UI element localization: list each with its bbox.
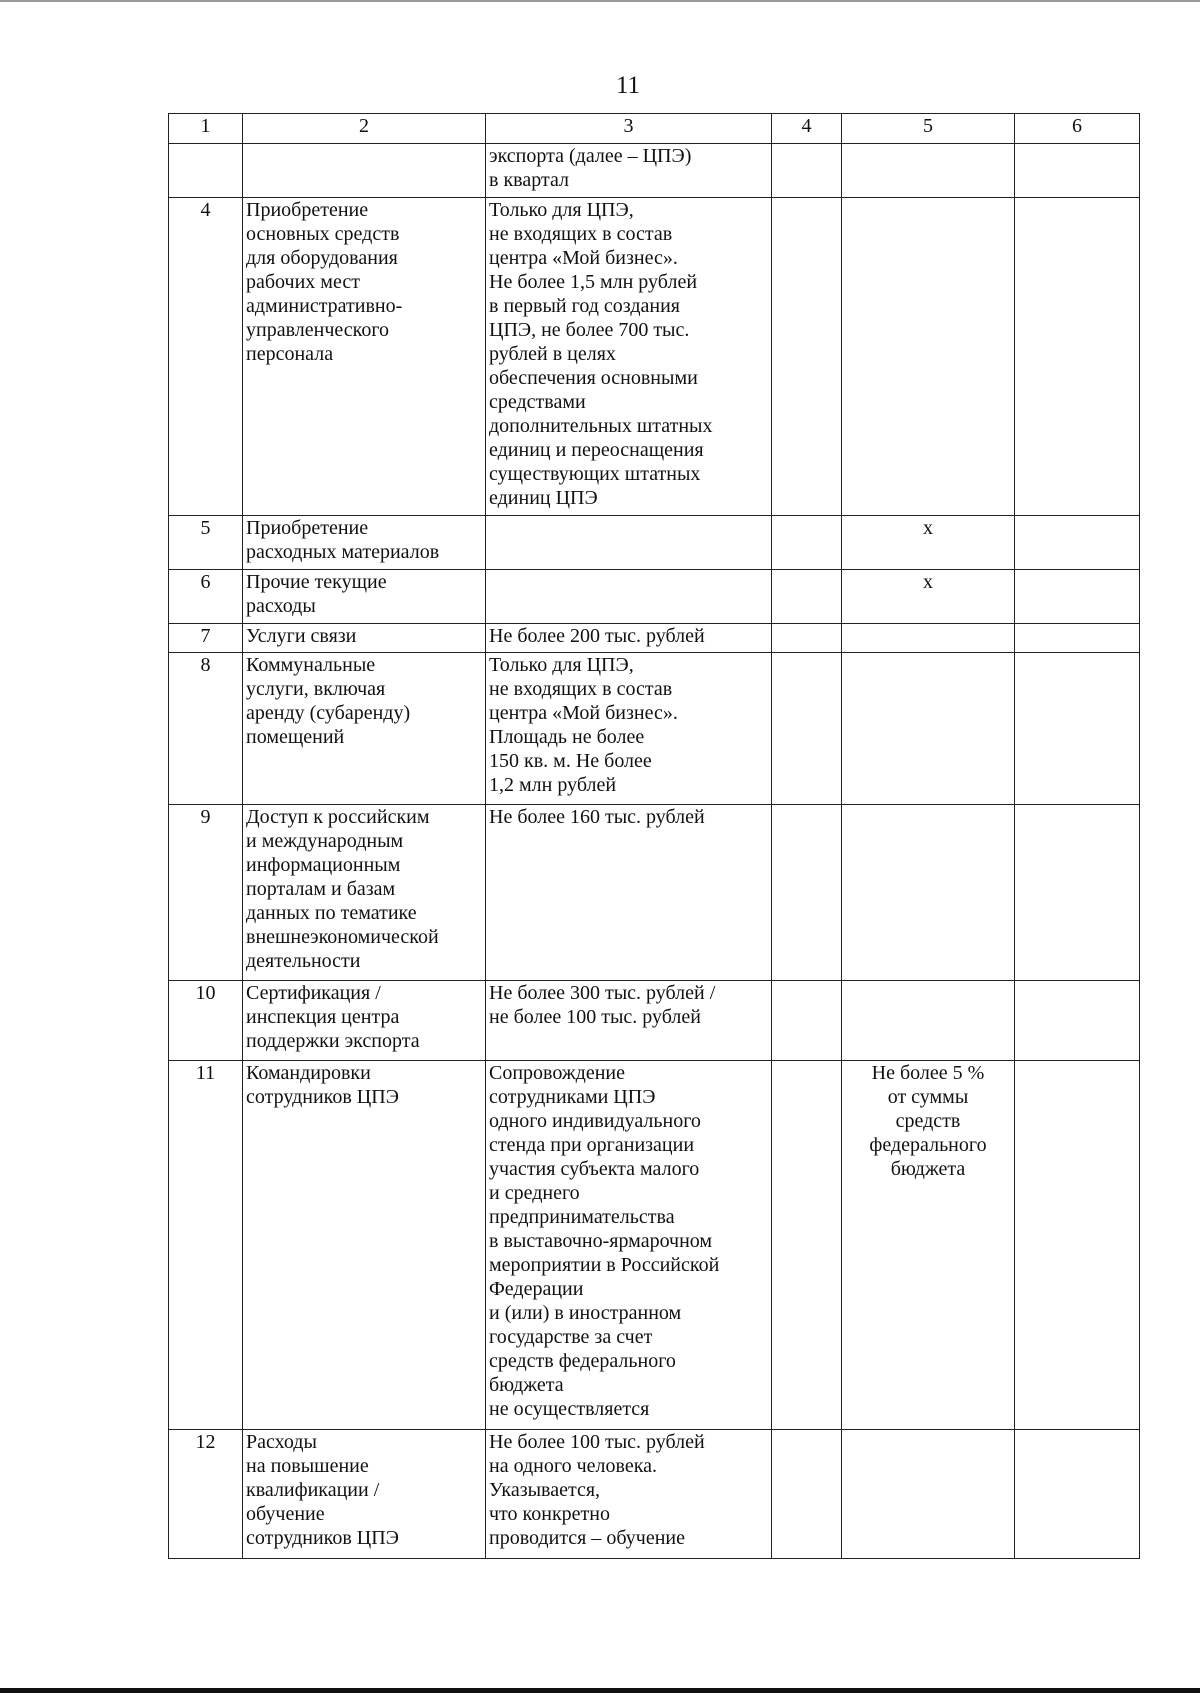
cell-text-line: Командировки xyxy=(246,1062,371,1084)
table-cell xyxy=(486,198,772,516)
cell-text-line: центра «Мой бизнес». xyxy=(489,247,678,269)
table-cell xyxy=(772,198,842,516)
cell-text-line: стенда при организации xyxy=(489,1134,695,1156)
page-number: 11 xyxy=(615,72,641,99)
cell-text-line: Не более 200 тыс. рублей xyxy=(489,625,705,647)
cell-text-line: Только для ЦПЭ, xyxy=(489,199,634,221)
cell-text-line: помещений xyxy=(246,726,345,748)
cell-text-line: единиц ЦПЭ xyxy=(489,487,598,509)
table-cell xyxy=(243,981,486,1061)
cell-text-line: сотрудников ЦПЭ xyxy=(246,1527,399,1549)
table-cell xyxy=(486,624,772,653)
table-cell xyxy=(772,1430,842,1559)
table-cell xyxy=(772,981,842,1061)
cell-text-line: Прочие текущие xyxy=(246,571,387,593)
table-cell: 4 xyxy=(169,198,243,516)
cell-text-line: средствами xyxy=(489,391,586,413)
cell-text-line: бюджета xyxy=(890,1158,966,1180)
cell-text-line: в выставочно-ярмарочном xyxy=(489,1230,713,1252)
cell-text-line: Расходы xyxy=(246,1431,317,1453)
cell-text-line: административно- xyxy=(246,295,403,317)
cell-text-line: Не более 100 тыс. рублей xyxy=(489,1431,705,1453)
table-row xyxy=(169,981,1140,1061)
table-cell xyxy=(243,1430,486,1559)
table-cell xyxy=(772,624,842,653)
cell-text-line: Указывается, xyxy=(489,1479,601,1501)
table-cell xyxy=(243,1061,486,1430)
column-number: 3 xyxy=(486,114,772,144)
cell-text-line: и среднего xyxy=(489,1182,580,1204)
cell-text-line: управленческого xyxy=(246,319,390,341)
expense-table xyxy=(168,113,1140,1559)
table-cell xyxy=(842,1430,1015,1559)
table-cell: 9 xyxy=(169,805,243,981)
cell-text-line: персонала xyxy=(246,343,334,365)
cell-text-line: Коммунальные xyxy=(246,654,376,676)
cell-text-line: аренду (субаренду) xyxy=(246,702,411,724)
cell-text-line: бюджета xyxy=(489,1374,564,1396)
table-cell: 8 xyxy=(169,653,243,805)
table-cell xyxy=(772,516,842,570)
table-cell xyxy=(1015,981,1140,1061)
table-row xyxy=(169,653,1140,805)
cell-text-line: информационным xyxy=(246,854,401,876)
table-cell xyxy=(842,198,1015,516)
table-cell xyxy=(486,144,772,198)
cell-text-line: единиц и переоснащения xyxy=(489,439,704,461)
table-row xyxy=(169,570,1140,624)
table-cell: 5 xyxy=(169,516,243,570)
table-cell: 12 xyxy=(169,1430,243,1559)
table-cell xyxy=(772,805,842,981)
cell-text-line: сотрудниками ЦПЭ xyxy=(489,1086,656,1108)
table-cell: 10 xyxy=(169,981,243,1061)
table-cell xyxy=(486,516,772,570)
cell-text-line: Сопровождение xyxy=(489,1062,626,1084)
column-number: 5 xyxy=(842,114,1015,144)
cell-text-line: рабочих мест xyxy=(246,271,360,293)
table-cell xyxy=(243,144,486,198)
cell-text-line: квалификации / xyxy=(246,1479,380,1501)
cell-text-line: на повышение xyxy=(246,1455,369,1477)
cell-text-line: порталам и базам xyxy=(246,878,396,900)
table-row xyxy=(169,144,1140,198)
table-cell xyxy=(772,570,842,624)
table-row xyxy=(169,516,1140,570)
table-cell: 6 xyxy=(169,570,243,624)
table-cell xyxy=(486,805,772,981)
cell-text-line: участия субъекта малого xyxy=(489,1158,700,1180)
cell-text-line: и (или) в иностранном xyxy=(489,1302,682,1324)
cell-text-line: Приобретение xyxy=(246,517,369,539)
table-cell xyxy=(243,516,486,570)
table-cell: 11 xyxy=(169,1061,243,1430)
cell-text-line: проводится – обучение xyxy=(489,1527,686,1549)
cell-text-line: расходных материалов xyxy=(246,541,440,563)
cell-text-line: Не более 1,5 млн рублей xyxy=(489,271,698,293)
table-cell xyxy=(486,653,772,805)
cell-text-line: федерального xyxy=(869,1134,987,1156)
cell-text-line: центра «Мой бизнес». xyxy=(489,702,678,724)
cell-text-line: 1,2 млн рублей xyxy=(489,774,617,796)
cell-text-line: экспорта (далее – ЦПЭ) xyxy=(489,145,692,167)
column-number: 2 xyxy=(243,114,486,144)
table-cell xyxy=(486,1061,772,1430)
table-row xyxy=(169,198,1140,516)
cell-text-line: данных по тематике xyxy=(246,902,417,924)
cell-text-line: ЦПЭ, не более 700 тыс. xyxy=(489,319,690,341)
table-cell xyxy=(243,805,486,981)
cell-text-line: не более 100 тыс. рублей xyxy=(489,1006,701,1028)
cell-text-line: инспекция центра xyxy=(246,1006,400,1028)
table-cell xyxy=(842,516,1015,570)
scan-edge-bottom xyxy=(0,1688,1200,1693)
cell-text-line: внешнеэкономической xyxy=(246,926,439,948)
cell-text-line: предпринимательства xyxy=(489,1206,675,1228)
table-cell xyxy=(1015,570,1140,624)
cell-text-line: одного индивидуального xyxy=(489,1110,701,1132)
cell-text-line: не осуществляется xyxy=(489,1398,650,1420)
cell-text-line: обеспечения основными xyxy=(489,367,698,389)
cell-text-line: Приобретение xyxy=(246,199,369,221)
table-body xyxy=(169,114,1140,1559)
table-row xyxy=(169,805,1140,981)
table-row xyxy=(169,1430,1140,1559)
cell-text-line: Сертификация / xyxy=(246,982,381,1004)
table-cell xyxy=(486,981,772,1061)
table-cell xyxy=(243,624,486,653)
table-cell xyxy=(772,653,842,805)
cell-text-line: Не более 300 тыс. рублей / xyxy=(489,982,716,1004)
cell-text-line: для оборудования xyxy=(246,247,398,269)
table-cell xyxy=(243,653,486,805)
table-cell xyxy=(842,144,1015,198)
table-cell xyxy=(1015,653,1140,805)
cell-text-line: х xyxy=(923,571,933,593)
table-cell xyxy=(1015,624,1140,653)
cell-text-line: что конкретно xyxy=(489,1503,610,1525)
table-cell xyxy=(1015,1061,1140,1430)
table-cell xyxy=(842,570,1015,624)
cell-text-line: на одного человека. xyxy=(489,1455,657,1477)
table-row xyxy=(169,624,1140,653)
cell-text-line: рублей в целях xyxy=(489,343,616,365)
table-cell xyxy=(842,653,1015,805)
cell-text-line: Не более 160 тыс. рублей xyxy=(489,806,705,828)
table-cell xyxy=(772,144,842,198)
cell-text-line: Не более 5 % xyxy=(871,1062,985,1084)
cell-text-line: х xyxy=(923,517,933,539)
table-row xyxy=(169,1061,1140,1430)
cell-text-line: услуги, включая xyxy=(246,678,386,700)
cell-text-line: обучение xyxy=(246,1503,325,1525)
cell-text-line: средств xyxy=(895,1110,961,1132)
cell-text-line: не входящих в состав xyxy=(489,223,673,245)
column-number-row xyxy=(169,114,1140,144)
table-cell xyxy=(1015,805,1140,981)
cell-text-line: средств федерального xyxy=(489,1350,676,1372)
scan-edge-top xyxy=(0,0,1200,2)
cell-text-line: Федерации xyxy=(489,1278,584,1300)
table-cell xyxy=(772,1061,842,1430)
table-cell: 7 xyxy=(169,624,243,653)
table-cell xyxy=(1015,1430,1140,1559)
column-number: 6 xyxy=(1015,114,1140,144)
cell-text-line: дополнительных штатных xyxy=(489,415,713,437)
table-cell xyxy=(842,1061,1015,1430)
table-cell xyxy=(243,570,486,624)
cell-text-line: в квартал xyxy=(489,169,569,191)
cell-text-line: 150 кв. м. Не более xyxy=(489,750,652,772)
table-cell xyxy=(486,570,772,624)
column-number: 4 xyxy=(772,114,842,144)
cell-text-line: и международным xyxy=(246,830,404,852)
cell-text-line: расходы xyxy=(246,595,316,617)
table-cell xyxy=(1015,198,1140,516)
cell-text-line: не входящих в состав xyxy=(489,678,673,700)
cell-text-line: основных средств xyxy=(246,223,400,245)
cell-text-line: Доступ к российским xyxy=(246,806,430,828)
table-cell xyxy=(842,624,1015,653)
table-cell xyxy=(1015,144,1140,198)
cell-text-line: поддержки экспорта xyxy=(246,1030,420,1052)
cell-text-line: в первый год создания xyxy=(489,295,680,317)
cell-text-line: сотрудников ЦПЭ xyxy=(246,1086,399,1108)
cell-text-line: деятельности xyxy=(246,950,361,972)
cell-text-line: существующих штатных xyxy=(489,463,701,485)
column-number: 1 xyxy=(169,114,243,144)
cell-text-line: Только для ЦПЭ, xyxy=(489,654,634,676)
table-cell xyxy=(169,144,243,198)
table-cell xyxy=(486,1430,772,1559)
table-cell xyxy=(842,981,1015,1061)
table-cell xyxy=(243,198,486,516)
cell-text-line: Услуги связи xyxy=(246,625,357,647)
cell-text-line: Площадь не более xyxy=(489,726,645,748)
cell-text-line: мероприятии в Российской xyxy=(489,1254,720,1276)
cell-text-line: государстве за счет xyxy=(489,1326,653,1348)
cell-text-line: от суммы xyxy=(887,1086,969,1108)
table-cell xyxy=(1015,516,1140,570)
table-cell xyxy=(842,805,1015,981)
